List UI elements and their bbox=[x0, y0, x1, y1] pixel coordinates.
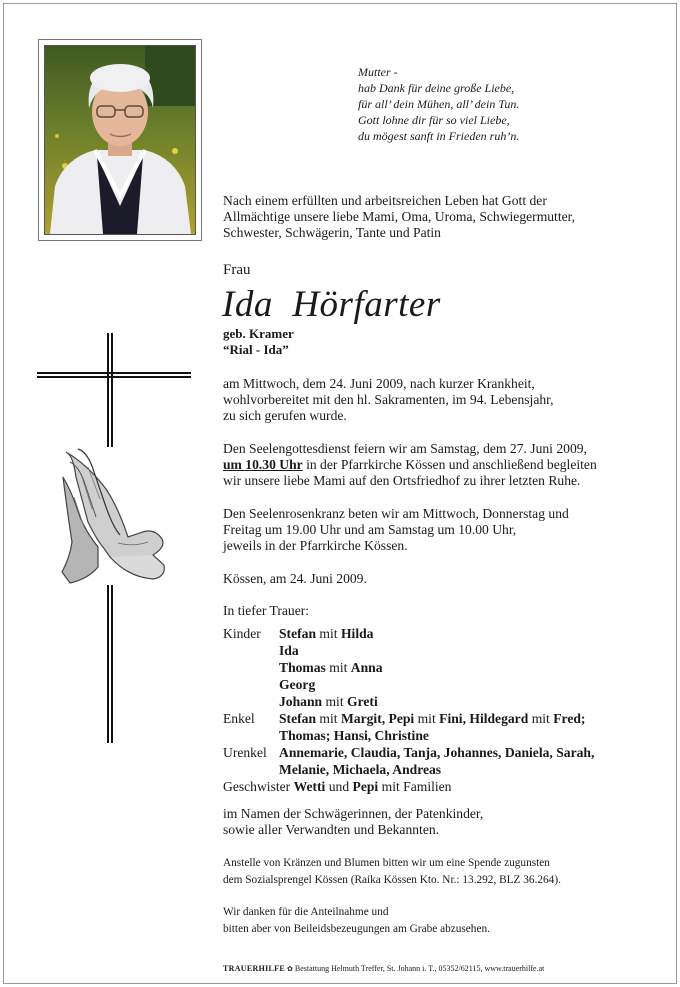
poem-line: du mögest sanft in Frieden ruh’n. bbox=[358, 129, 520, 143]
donation-line: Anstelle von Kränzen und Blumen bitten wir um eine Spende zugunsten bbox=[223, 857, 550, 869]
mass-paragraph bbox=[223, 441, 597, 489]
portrait-photo-frame bbox=[38, 39, 202, 241]
death-line: zu sich gerufen wurde. bbox=[223, 408, 347, 423]
family-label: Kinder bbox=[223, 626, 261, 641]
poem-line: Gott lohne dir für so viel Liebe, bbox=[358, 113, 510, 127]
honorific: Frau bbox=[223, 262, 251, 278]
family-row: Kinder Stefan mit Hilda bbox=[223, 626, 374, 641]
mass-line: Den Seelengottesdienst feiern wir am Samstag, dem 27. Juni 2009, bbox=[223, 441, 587, 456]
mass-time: um 10.30 Uhr bbox=[223, 457, 303, 472]
death-line: wohlvorbereitet mit den hl. Sakramenten, im 94. Lebensjahr, bbox=[223, 392, 554, 407]
footer-text: Bestattung Helmuth Treffer, St. Johann i. T., 05352/62115, www.trauerhilfe.at bbox=[292, 964, 545, 973]
family-label: Urenkel bbox=[223, 745, 267, 760]
poem-line: hab Dank für deine große Liebe, bbox=[358, 81, 515, 95]
mass-line: in der Pfarrkirche Kössen und anschließend begleiten bbox=[302, 457, 597, 472]
intro-line: Nach einem erfüllten und arbeitsreichen Leben hat Gott der bbox=[223, 193, 547, 208]
family-row: Thomas mit Anna bbox=[279, 660, 383, 675]
poem-line: für all’ dein Mühen, all’ dein Tun. bbox=[358, 97, 520, 111]
footer bbox=[223, 964, 544, 973]
on-behalf-line: sowie aller Verwandten und Bekannten. bbox=[223, 822, 440, 837]
footer-logo-icon: ✿ bbox=[286, 965, 293, 973]
donation-line: dem Sozialsprengel Kössen (Raika Kössen Kto. Nr.: 13.292, BLZ 36.264). bbox=[223, 873, 561, 886]
family-row: Geschwister Wetti und Pepi mit Familien bbox=[223, 779, 452, 794]
intro-paragraph bbox=[223, 193, 575, 241]
poem-line: Mutter - bbox=[358, 65, 398, 79]
family-row: Enkel Stefan mit Margit, Pepi mit Fini, Hildegard mit Fred; bbox=[223, 711, 586, 726]
death-paragraph bbox=[223, 376, 554, 424]
portrait-photo bbox=[44, 45, 196, 235]
intro-line: Allmächtige unsere liebe Mami, Oma, Uroma, Schwiegermutter, bbox=[223, 209, 576, 224]
death-line: am Mittwoch, dem 24. Juni 2009, nach kurzer Krankheit, bbox=[223, 376, 535, 391]
thanks-paragraph bbox=[223, 904, 490, 937]
deceased-name: Ida Hörfarter bbox=[222, 284, 441, 325]
mass-line: wir unsere liebe Mami auf den Ortsfriedhof zu ihrer letzten Ruhe. bbox=[223, 473, 581, 488]
on-behalf-line: im Namen der Schwägerinnen, der Patenkinder, bbox=[223, 806, 484, 821]
intro-line: Schwester, Schwägerin, Tante und Patin bbox=[223, 225, 441, 240]
nickname: “Rial - Ida” bbox=[223, 342, 289, 357]
family-row: Thomas; Hansi, Christine bbox=[279, 728, 429, 743]
family-row: Melanie, Michaela, Andreas bbox=[279, 762, 442, 777]
family-label: Geschwister bbox=[223, 779, 291, 794]
poem bbox=[358, 64, 519, 144]
on-behalf-paragraph bbox=[223, 806, 483, 838]
maiden-name: geb. Kramer bbox=[223, 326, 294, 341]
rosary-line: Freitag um 19.00 Uhr und am Samstag um 10.00 Uhr, bbox=[223, 522, 517, 537]
donation-paragraph bbox=[223, 855, 561, 888]
rosary-paragraph bbox=[223, 506, 569, 554]
family-row: Ida bbox=[279, 643, 299, 658]
praying-hands-icon bbox=[58, 447, 168, 585]
thanks-line: Wir danken für die Anteilnahme und bbox=[223, 906, 389, 918]
rosary-line: Den Seelenrosenkranz beten wir am Mittwoch, Donnerstag und bbox=[223, 506, 569, 521]
family-row: Johann mit Greti bbox=[279, 694, 378, 709]
family-row: Urenkel Annemarie, Claudia, Tanja, Johannes, Daniela, Sarah, bbox=[223, 745, 595, 760]
family-label: Enkel bbox=[223, 711, 255, 726]
footer-brand: TRAUERHILFE bbox=[223, 964, 285, 973]
family-row: Georg bbox=[279, 677, 316, 692]
place-date: Kössen, am 24. Juni 2009. bbox=[223, 571, 367, 586]
thanks-line: bitten aber von Beileidsbezeugungen am Grabe abzusehen. bbox=[223, 922, 490, 935]
family-list bbox=[223, 625, 594, 795]
rosary-line: jeweils in der Pfarrkirche Kössen. bbox=[223, 538, 408, 553]
mourning-heading: In tiefer Trauer: bbox=[223, 603, 310, 618]
